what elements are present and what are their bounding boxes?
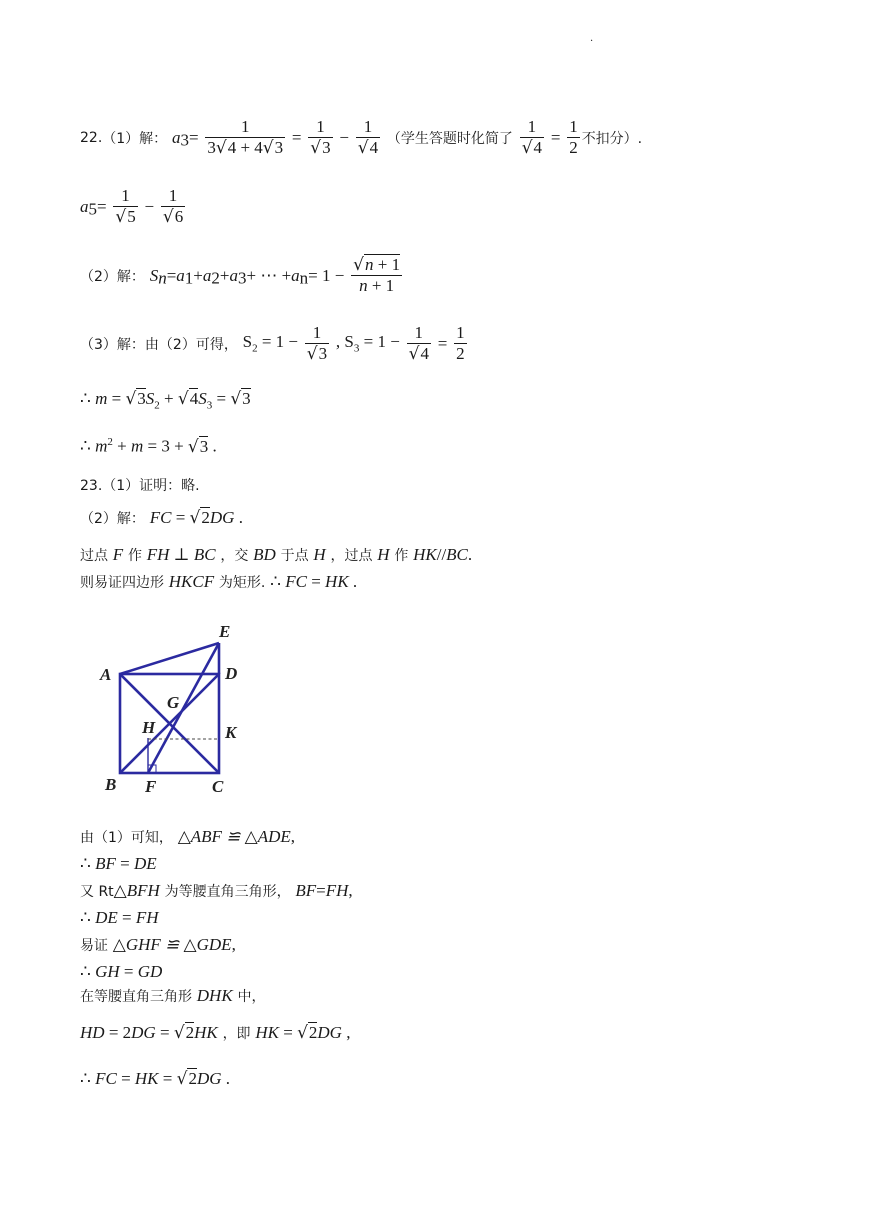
- q22-part2: （2）解： $S_n=a_1+a_2+a_3+$ ⋯ $+a_n= 1$ − $\frac{√n + 1}{n + 1}$: [80, 255, 401, 295]
- label-h: H: [142, 718, 156, 737]
- proof-line-3: 又 Rt△BFH 为等腰直角三角形， BF=FH,: [80, 881, 353, 900]
- geometry-figure: [95, 615, 255, 800]
- q22-m2-line: ∴ $m^2 + m = 3 + √3$ .: [80, 436, 217, 457]
- q23-rectangle: 则易证四边形 HKCF 为矩形. ∴ FC = HK .: [80, 572, 358, 591]
- q23-part1: [80, 475, 200, 495]
- q23-part1-text: （1）证明：略.: [102, 478, 200, 494]
- q22-note: （学生答题时化简了: [386, 130, 513, 147]
- proof-line-6: ∴ GH = GD: [80, 962, 163, 981]
- q22-m-line: ∴ $m = √3S_2 + √4S_3 = √3$: [80, 389, 251, 412]
- label-a: A: [100, 665, 112, 684]
- q22-part3-label: （3）解：由（2）可得，: [80, 336, 238, 353]
- q22-number: 22.: [80, 129, 103, 146]
- q22-a5: $a_5=$ $\frac{1}{√5}$ − $\frac{1}{√6}$: [80, 186, 184, 227]
- label-c: C: [212, 777, 224, 796]
- q23-part2-label: （2）解：: [80, 511, 145, 527]
- label-g: G: [167, 693, 180, 712]
- q22-part1-label: （1）解：: [102, 130, 168, 147]
- proof-line-8: HD = 2DG = √2HK ，即 HK = √2DG ,: [80, 1023, 351, 1043]
- proof-line-2: ∴ BF = DE: [80, 854, 157, 873]
- proof-line-7: 在等腰直角三角形 DHK 中，: [80, 986, 266, 1005]
- proof-line-4: ∴ DE = FH: [80, 908, 159, 927]
- q23-number: 23.: [80, 478, 103, 494]
- q22-part3: （3）解：由（2）可得， $S_2 = 1$ − $\frac{1}{√3}$ , $S_3 = 1$ − $\frac{1}{√4}$ = $\frac{1}{2}$: [80, 323, 465, 364]
- proof-line-5: 易证 △GHF ≌ △GDE,: [80, 935, 236, 954]
- q22-part2-label: （2）解：: [80, 268, 145, 285]
- top-dot: .: [590, 33, 594, 44]
- label-f: F: [145, 777, 157, 796]
- q23-part2: （2）解： FC = √2DG .: [80, 508, 243, 528]
- q22-note-end: 不扣分）.: [581, 130, 643, 147]
- label-d: D: [225, 664, 238, 683]
- label-k: K: [225, 723, 237, 742]
- proof-line-1: 由（1）可知， △ABF ≌ △ADE,: [80, 827, 296, 846]
- proof-line-9: ∴ FC = HK = √2DG .: [80, 1069, 231, 1089]
- q22-part1: 22.（1）解： $a_3=$ $\frac{1}{3√4 + 4√3}$ = $\frac{1}{√3}$ − $\frac{1}{√4}$ （学生答题时化简了 $\frac{1}{√4}$ = $\frac{1}{2}$ 不扣分）.: [80, 117, 643, 158]
- label-b: B: [105, 775, 117, 794]
- q23-construction: 过点 F 作 FH ⊥ BC ，交 BD 于点 H ，过点 H 作 HK//BC.: [80, 545, 473, 564]
- label-e: E: [219, 622, 231, 641]
